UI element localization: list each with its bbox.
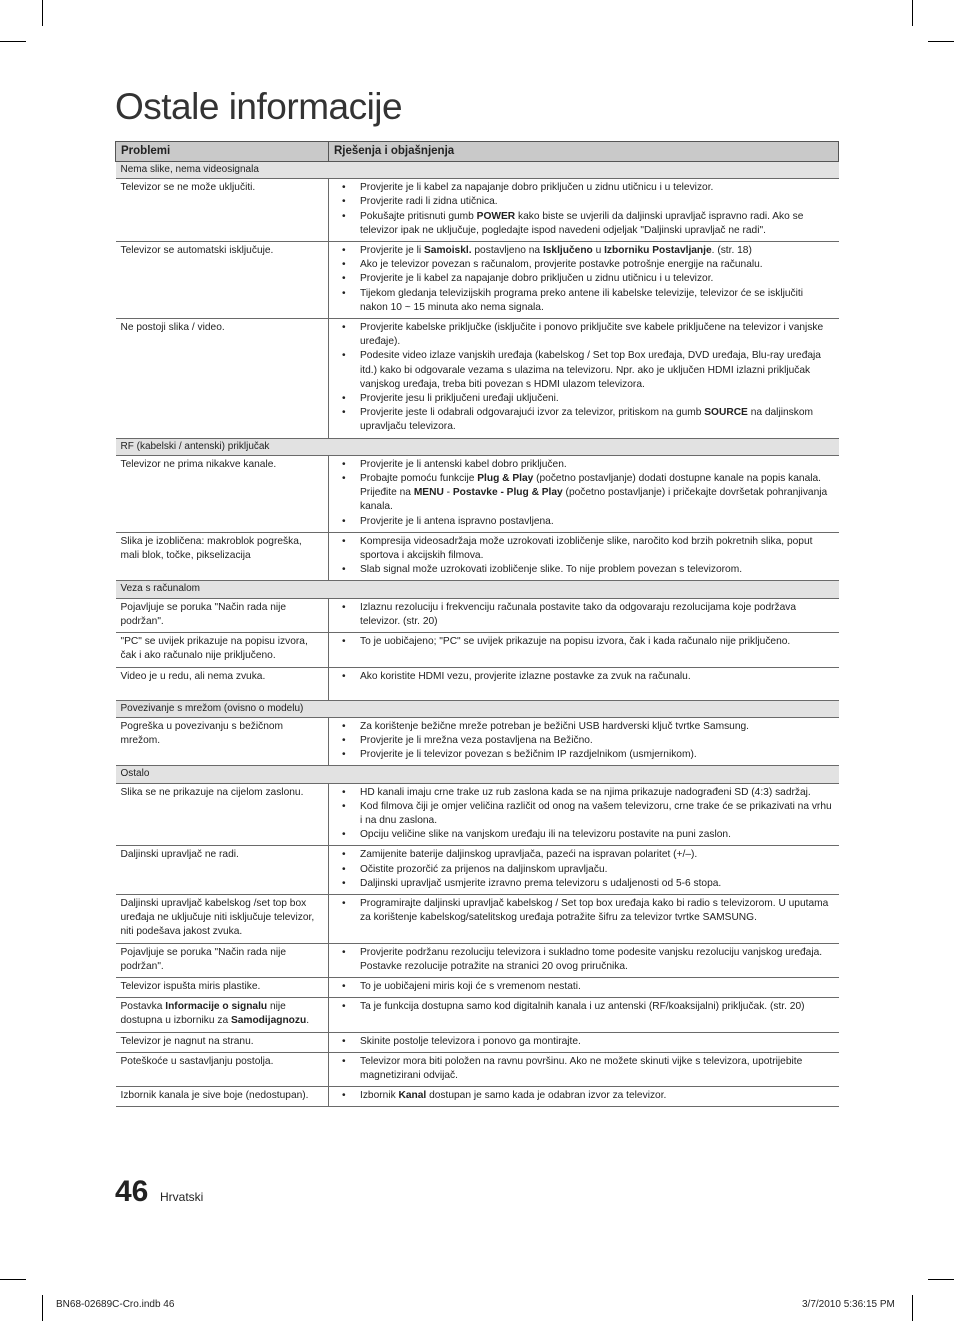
bold-term: POWER: [476, 210, 516, 222]
section-title: Povezivanje s mrežom (ovisno o modelu): [116, 700, 839, 717]
solution-item: [334, 272, 834, 286]
solution-list: [334, 458, 834, 529]
crop-mark: [912, 1295, 913, 1321]
solution-cell: [329, 667, 839, 700]
table-row: [116, 1032, 839, 1052]
header-problems: Problemi: [116, 142, 329, 162]
solution-item: [334, 863, 834, 877]
solution-list: [334, 181, 834, 238]
problem-cell: [116, 1052, 329, 1086]
crop-mark: [912, 0, 913, 26]
crop-mark: [928, 1279, 954, 1280]
solution-item: [334, 670, 834, 684]
troubleshooting-table: [115, 141, 839, 1107]
text-run: Ako je televizor povezan s računalom, provjerite postavke potrošnje energije na računalu.: [360, 259, 763, 271]
crop-mark: [0, 1279, 26, 1280]
text-run: To je uobičajeno; "PC" se uvijek prikazuje na popisu izvora, čak i kada računalo nije priključeno.: [360, 636, 791, 648]
problem-cell: [116, 242, 329, 319]
text-run: . (str. 18): [711, 245, 752, 257]
bold-term: Kanal: [398, 1090, 427, 1102]
solution-list: [334, 946, 834, 974]
solution-item: [334, 786, 834, 800]
problem-cell: [116, 667, 329, 700]
table-row: [116, 943, 839, 977]
text-run: Slab signal može uzrokovati izobličenje slike. To nije problem povezan s televizorom.: [360, 564, 743, 576]
text-run: Pojavljuje se poruka "Način rada nije podržan".: [120, 946, 287, 972]
text-run: Kod filmova čiji je omjer veličina različit od onog na vašem televizoru, crne trake će se prikazivati na vrhu i na dnu zaslona.: [360, 800, 832, 826]
text-run: Skinite postolje televizora i ponovo ga montirajte.: [360, 1035, 581, 1047]
text-run: dostupan je samo kada je odabran izvor za televizor.: [426, 1090, 667, 1102]
solution-item: [334, 848, 834, 862]
table-row: [116, 846, 839, 895]
section-row: [116, 700, 839, 717]
text-run: To je uobičajeni miris koji će s vremenom nestati.: [360, 980, 581, 992]
problem-cell: [116, 783, 329, 846]
solution-item: [334, 877, 834, 891]
section-row: [116, 766, 839, 783]
problem-cell: [116, 319, 329, 439]
solution-list: [334, 1035, 834, 1049]
text-run: Izbornik kanala je sive boje (nedostupan).: [120, 1090, 309, 1102]
text-run: "PC" se uvijek prikazuje na popisu izvora, čak i ako računalo nije priključeno.: [120, 636, 308, 662]
text-run: Daljinski upravljač usmjerite izravno prema televizoru s udaljenosti od 5-6 stopa.: [360, 877, 722, 889]
problem-cell: [116, 894, 329, 943]
solution-list: [334, 535, 834, 578]
solution-item: [334, 800, 834, 828]
text-run: (početno postavljanje) i pričekajte dovršetak pohranjivanja kanala.: [360, 487, 828, 513]
solution-list: [334, 670, 834, 684]
text-run: Provjerite je li mrežna veza postavljena na Bežično.: [360, 734, 593, 746]
solution-item: [334, 734, 834, 748]
text-run: Televizor mora biti položen na ravnu površinu. Ako ne možete skinuti vijke s televizora, upotrijebite magnetizirani odvijač.: [360, 1055, 803, 1081]
table-row: [116, 633, 839, 667]
table-row: [116, 717, 839, 766]
text-run: .: [306, 1015, 310, 1027]
section-row: [116, 162, 839, 179]
text-run: Daljinski upravljač ne radi.: [120, 849, 239, 861]
text-run: Očistite prozorčić za prijenos na daljinskom upravljaču.: [360, 863, 608, 875]
page-language: Hrvatski: [160, 1190, 204, 1204]
text-run: Provjerite radi li zidna utičnica.: [360, 196, 498, 208]
solution-item: [334, 1055, 834, 1083]
problem-cell: [116, 633, 329, 667]
solution-list: [334, 1089, 834, 1103]
solution-list: [334, 786, 834, 843]
text-run: Programirajte daljinski upravljač kabelskog / Set top box uređaja kako bi radio s televizorom. U uputama za korištenje kabelskog/satelitskog uređaja potražite šifru za televizor tvrtke SAMSUNG.: [360, 897, 829, 924]
text-run: nije dostupna u izborniku za: [120, 1001, 286, 1027]
problem-cell: [116, 977, 329, 997]
solution-cell: [329, 846, 839, 895]
table-row: [116, 532, 839, 581]
table-row: [116, 242, 839, 319]
table-row: [116, 319, 839, 439]
text-run: Televizor se automatski isključuje.: [120, 245, 274, 257]
solution-item: [334, 980, 834, 994]
solution-item: [334, 897, 834, 925]
text-run: Provjerite je li antenski kabel dobro priključen.: [360, 458, 567, 470]
solution-item: [334, 748, 834, 762]
crop-mark: [928, 41, 954, 42]
solution-item: [334, 392, 834, 406]
crop-mark: [42, 1295, 43, 1321]
solution-item: [334, 321, 834, 349]
table-row: [116, 894, 839, 943]
problem-cell: [116, 1032, 329, 1052]
section-title: Veza s računalom: [116, 581, 839, 598]
problem-cell: [116, 1087, 329, 1107]
text-run: -: [443, 487, 453, 499]
solution-cell: [329, 455, 839, 532]
text-run: Provjerite je li televizor povezan s bežičnim IP razdjelnikom (usmjernikom).: [360, 749, 697, 761]
text-run: Televizor ispušta miris plastike.: [120, 980, 261, 992]
solution-item: [334, 181, 834, 195]
problem-cell: [116, 717, 329, 766]
solution-list: [334, 897, 834, 925]
text-run: Pogreška u povezivanju s bežičnom mrežom.: [120, 720, 284, 746]
text-run: Provjerite podržanu rezoluciju televizora i sukladno tome podesite vanjsku rezoluciju vanjskog uređaja. Postavke rezolucije potražite na stranici 20 ovog priručnika.: [360, 946, 823, 972]
text-run: Opciju veličine slike na vanjskom uređaju ili na televizoru postavite na puni zaslon.: [360, 829, 731, 841]
text-run: Provjerite jesu li priključeni uređaji uključeni.: [360, 393, 559, 405]
table-row: [116, 667, 839, 700]
text-run: Televizor ne prima nikakve kanale.: [120, 458, 277, 470]
table-row: [116, 1052, 839, 1086]
table-row: [116, 783, 839, 846]
solution-item: [334, 1035, 834, 1049]
solution-cell: [329, 532, 839, 581]
bold-term: Isključeno: [542, 245, 593, 257]
solution-list: [334, 720, 834, 763]
text-run: Slika se ne prikazuje na cijelom zaslonu.: [120, 786, 304, 798]
solution-cell: [329, 319, 839, 439]
bold-term: Informacije o signalu: [165, 1001, 268, 1013]
text-run: Provjerite je li kabel za napajanje dobro priključen u zidnu utičnicu i u televizor.: [360, 273, 714, 285]
solution-item: [334, 472, 834, 515]
crop-mark: [42, 0, 43, 26]
solution-item: [334, 563, 834, 577]
section-row: [116, 581, 839, 598]
solution-cell: [329, 977, 839, 997]
solution-item: [334, 1000, 834, 1014]
footer-date: 3/7/2010 5:36:15 PM: [802, 1299, 895, 1310]
solution-item: [334, 635, 834, 649]
solution-item: [334, 720, 834, 734]
text-run: Ne postoji slika / video.: [120, 322, 225, 334]
section-title: RF (kabelski / antenski) priključak: [116, 438, 839, 455]
problem-cell: [116, 532, 329, 581]
solution-cell: [329, 783, 839, 846]
text-run: Za korištenje bežične mreže potreban je bežični USB hardverski ključ tvrtke Samsung.: [360, 720, 749, 732]
solution-list: [334, 321, 834, 435]
table-row: [116, 455, 839, 532]
solution-item: [334, 601, 834, 629]
text-run: kako biste se uvjerili da daljinski upravljač ispravno radi. Ako se televizor ipak ne uključuje, pogledajte ispod navedeni odjeljak "Daljinski upravljač ne radi".: [360, 210, 804, 236]
text-run: Provjerite je li antena ispravno postavljena.: [360, 515, 554, 527]
header-solutions: Rješenja i objašnjenja: [329, 142, 839, 162]
bold-term: Samodijagnozu: [230, 1015, 307, 1027]
problem-cell: [116, 846, 329, 895]
problem-cell: [116, 179, 329, 242]
solution-list: [334, 635, 834, 649]
solution-item: [334, 458, 834, 472]
problem-cell: [116, 943, 329, 977]
text-run: Video je u redu, ali nema zvuka.: [120, 670, 266, 682]
solution-cell: [329, 943, 839, 977]
bold-term: Izborniku Postavljanje: [604, 245, 712, 257]
solution-list: [334, 980, 834, 994]
page-title: Ostale informacije: [115, 86, 403, 127]
solution-cell: [329, 894, 839, 943]
table-body: [116, 162, 839, 1107]
text-run: u: [592, 245, 605, 257]
text-run: Ta je funkcija dostupna samo kod digitalnih kanala i uz antenski (RF/koaksijalni) priključak. (str. 20): [360, 1001, 805, 1013]
bold-term: Plug & Play: [477, 473, 534, 485]
table-row: [116, 1087, 839, 1107]
solution-cell: [329, 1052, 839, 1086]
bold-term: MENU: [413, 487, 444, 499]
bold-term: Postavke - Plug & Play: [452, 487, 563, 499]
text-run: Provjerite jeste li odabrali odgovarajući izvor za televizor, pritiskom na gumb: [360, 407, 705, 419]
solution-item: [334, 515, 834, 529]
section-title: Ostalo: [116, 766, 839, 783]
text-run: Provjerite je li kabel za napajanje dobro priključen u zidnu utičnicu i u televizor.: [360, 182, 714, 194]
solution-cell: [329, 598, 839, 632]
crop-mark: [0, 41, 26, 42]
solution-cell: [329, 179, 839, 242]
text-run: Postavka: [120, 1001, 166, 1013]
text-run: Tijekom gledanja televizijskih programa preko antene ili kabelske televizije, televizor će se isključiti nakon 10 ~ 15 minuta ako nema signala.: [360, 287, 803, 313]
solution-cell: [329, 717, 839, 766]
text-run: Poteškoće u sastavljanju postolja.: [120, 1055, 274, 1067]
table-row: [116, 179, 839, 242]
page-number: 46: [115, 1175, 149, 1208]
solution-item: [334, 244, 834, 258]
solution-list: [334, 1000, 834, 1014]
text-run: Probajte pomoću funkcije: [360, 473, 478, 485]
text-run: Televizor se ne može uključiti.: [120, 182, 256, 194]
problem-cell: [116, 598, 329, 632]
table-row: [116, 598, 839, 632]
section-title: Nema slike, nema videosignala: [116, 162, 839, 179]
table-row: [116, 998, 839, 1032]
text-run: Pokušajte pritisnuti gumb: [360, 210, 477, 222]
text-run: (početno postavljanje) dodati dostupne kanale na popis kanala. Prijeđite na: [360, 473, 821, 499]
text-run: Kompresija videosadržaja može uzrokovati izobličenje slike, naročito kod brzih pokretnih slika, poput sportova i akcijskih filmova.: [360, 535, 813, 562]
solution-item: [334, 287, 834, 315]
text-run: HD kanali imaju crne trake uz rub zaslona kada se na njima prikazuje nadograđeni SD (4:3) sadržaj.: [360, 786, 811, 798]
text-run: Izlaznu rezoluciju i frekvenciju računala postavite tako da odgovaraju rezolucijama koje podržava televizor. (str. 20): [360, 601, 797, 627]
bold-term: SOURCE: [704, 407, 748, 419]
solution-cell: [329, 633, 839, 667]
solution-cell: [329, 242, 839, 319]
footer-file: BN68-02689C-Cro.indb 46: [56, 1299, 175, 1310]
table-row: [116, 977, 839, 997]
solution-list: [334, 601, 834, 629]
text-run: Ako koristite HDMI vezu, provjerite izlazne postavke za zvuk na računalu.: [360, 670, 691, 682]
solution-item: [334, 946, 834, 974]
solution-item: [334, 349, 834, 392]
text-run: Provjerite kabelske priključke (isključite i ponovo priključite sve kabele priključene na televizor i vanjske uređaje).: [360, 322, 824, 348]
table-header-row: [116, 142, 839, 162]
text-run: Zamijenite baterije daljinskog upravljača, pazeći na ispravan polaritet (+/–).: [360, 849, 698, 861]
section-row: [116, 438, 839, 455]
solution-item: [334, 258, 834, 272]
text-run: Provjerite je li: [360, 245, 424, 257]
solution-list: [334, 244, 834, 315]
text-run: Podesite video izlaze vanjskih uređaja (kabelskog / Set top Box uređaja, DVD uređaja, Blu-ray uređaja itd.) kako bi odgovarale vezama s ulazima na televizoru. Npr. ako je uključen HDMI izlazni priključak vanjskog uređaja, treba biti povezan s HDMI ulazom televizora.: [360, 350, 821, 390]
text-run: na daljinskom upravljaču televizora.: [360, 407, 813, 433]
solution-item: [334, 195, 834, 209]
text-run: Daljinski upravljač kabelskog /set top box uređaja ne uključuje niti isključuje televizor, niti podešava jakost zvuka.: [120, 897, 315, 938]
text-run: postavljeno na: [471, 245, 543, 257]
solution-item: [334, 406, 834, 434]
solution-item: [334, 1089, 834, 1103]
solution-list: [334, 1055, 834, 1083]
text-run: Pojavljuje se poruka "Način rada nije podržan".: [120, 601, 287, 627]
solution-item: [334, 828, 834, 842]
text-run: Izbornik: [360, 1090, 399, 1102]
solution-cell: [329, 1032, 839, 1052]
text-run: Televizor je nagnut na stranu.: [120, 1035, 254, 1047]
bold-term: Samoiskl.: [423, 245, 472, 257]
problem-cell: [116, 998, 329, 1032]
problem-cell: [116, 455, 329, 532]
text-run: Slika je izobličena: makroblok pogreška, mali blok, točke, pikselizacija: [120, 535, 302, 562]
solution-list: [334, 848, 834, 891]
solution-cell: [329, 1087, 839, 1107]
solution-item: [334, 210, 834, 238]
solution-item: [334, 535, 834, 563]
solution-cell: [329, 998, 839, 1032]
